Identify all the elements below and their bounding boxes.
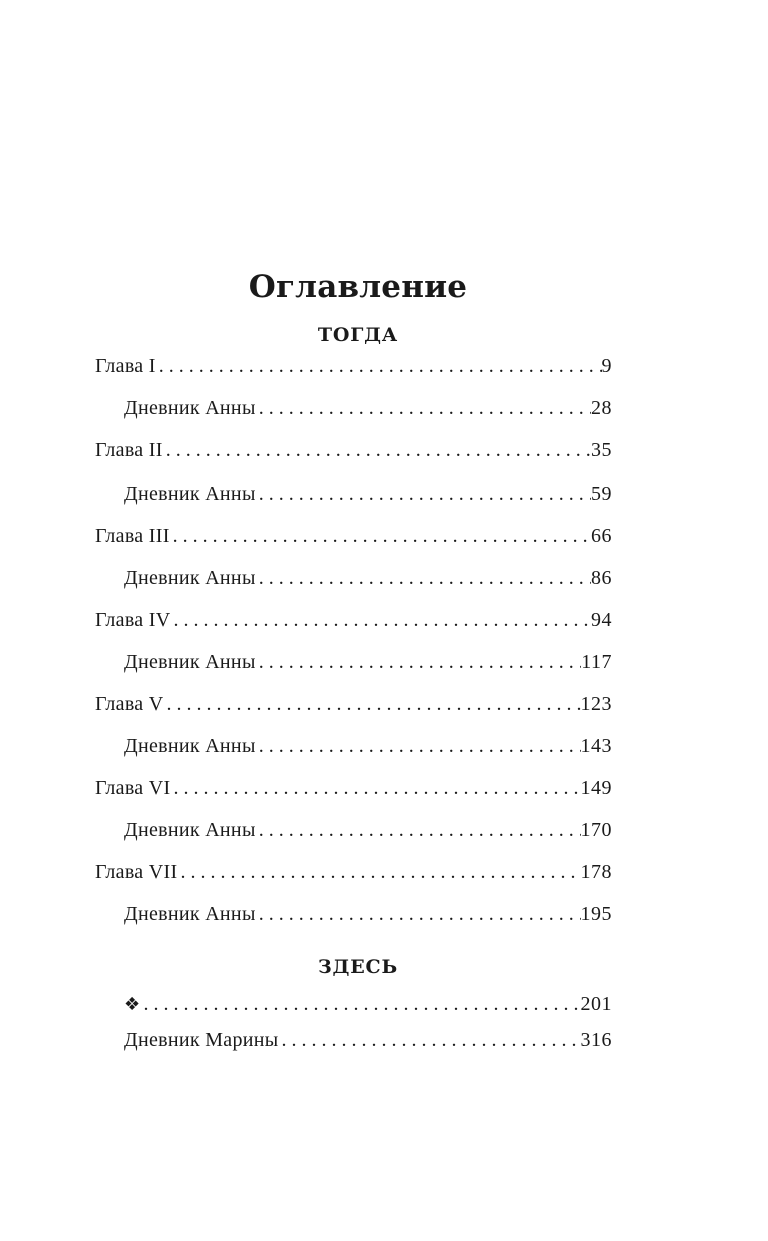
- toc-entry-label: Дневник Анны: [124, 819, 256, 841]
- dot-leader: [170, 606, 591, 634]
- toc-entry-label: Дневник Марины: [124, 1029, 279, 1051]
- toc-entry[interactable]: [124, 990, 612, 1018]
- page-title: Оглавление: [248, 268, 468, 305]
- toc-entry[interactable]: [124, 1026, 612, 1054]
- toc-entry-page: 59: [591, 483, 612, 505]
- toc-entry-page: 66: [591, 525, 612, 547]
- toc-entry-page: 86: [591, 567, 612, 589]
- toc-entry[interactable]: [95, 774, 612, 802]
- section-heading-here: ЗДЕСЬ: [318, 956, 398, 978]
- toc-entry-label: Глава V: [95, 693, 164, 715]
- toc-entry-label: Дневник Анны: [124, 735, 256, 757]
- toc-entry[interactable]: [124, 732, 612, 760]
- dot-leader: [140, 990, 580, 1018]
- toc-entry-label: Дневник Анны: [124, 567, 256, 589]
- toc-entry-label: Дневник Анны: [124, 483, 256, 505]
- toc-entry-page: 149: [580, 777, 612, 799]
- dot-leader: [170, 522, 591, 550]
- toc-entry-label: Дневник Анны: [124, 397, 256, 419]
- toc-entry[interactable]: [95, 606, 612, 634]
- toc-entry[interactable]: [95, 436, 612, 464]
- toc-entry-page: 195: [580, 903, 612, 925]
- toc-entry-label: Глава I: [95, 355, 156, 377]
- toc-entry[interactable]: [124, 900, 612, 928]
- toc-entry-page: 170: [580, 819, 612, 841]
- toc-entry[interactable]: [124, 648, 612, 676]
- toc-entry-label: Глава II: [95, 439, 163, 461]
- toc-entry-label: Глава VII: [95, 861, 178, 883]
- toc-entry-page: 28: [591, 397, 612, 419]
- toc-entry[interactable]: [124, 394, 612, 422]
- toc-entry-page: 123: [580, 693, 612, 715]
- toc-entry-page: 94: [591, 609, 612, 631]
- toc-entry-page: 316: [580, 1029, 612, 1051]
- toc-entry[interactable]: [95, 522, 612, 550]
- dot-leader: [256, 480, 591, 508]
- toc-entry-page: 201: [580, 993, 612, 1015]
- toc-entry[interactable]: [124, 816, 612, 844]
- toc-entry-page: 117: [581, 651, 612, 673]
- toc-entry-label: Дневник Анны: [124, 903, 256, 925]
- dot-leader: [256, 816, 581, 844]
- toc-entry-label: Дневник Анны: [124, 651, 256, 673]
- dot-leader: [163, 436, 591, 464]
- dot-leader: [256, 732, 581, 760]
- toc-entry-page: 178: [580, 861, 612, 883]
- toc-entry[interactable]: [124, 480, 612, 508]
- toc-entry-page: 143: [580, 735, 612, 757]
- dot-leader: [177, 858, 580, 886]
- dot-leader: [279, 1026, 581, 1054]
- toc-entry[interactable]: [124, 564, 612, 592]
- toc-entry[interactable]: [95, 352, 612, 380]
- toc-entry-label: Глава III: [95, 525, 170, 547]
- toc-entry-page: 35: [591, 439, 612, 461]
- toc-entry[interactable]: [95, 690, 612, 718]
- dot-leader: [170, 774, 580, 802]
- toc-entry-label: Глава IV: [95, 609, 171, 631]
- toc-entry-label: Глава VI: [95, 777, 171, 799]
- toc-entry[interactable]: [95, 858, 612, 886]
- dot-leader: [256, 564, 591, 592]
- dot-leader: [256, 648, 582, 676]
- dot-leader: [156, 352, 602, 380]
- dot-leader: [164, 690, 581, 718]
- dot-leader: [256, 900, 581, 928]
- toc-entry-page: 9: [601, 355, 612, 377]
- four-diamond-ornament-icon: ❖: [124, 994, 141, 1015]
- section-heading-then: ТОГДА: [317, 324, 399, 346]
- dot-leader: [256, 394, 591, 422]
